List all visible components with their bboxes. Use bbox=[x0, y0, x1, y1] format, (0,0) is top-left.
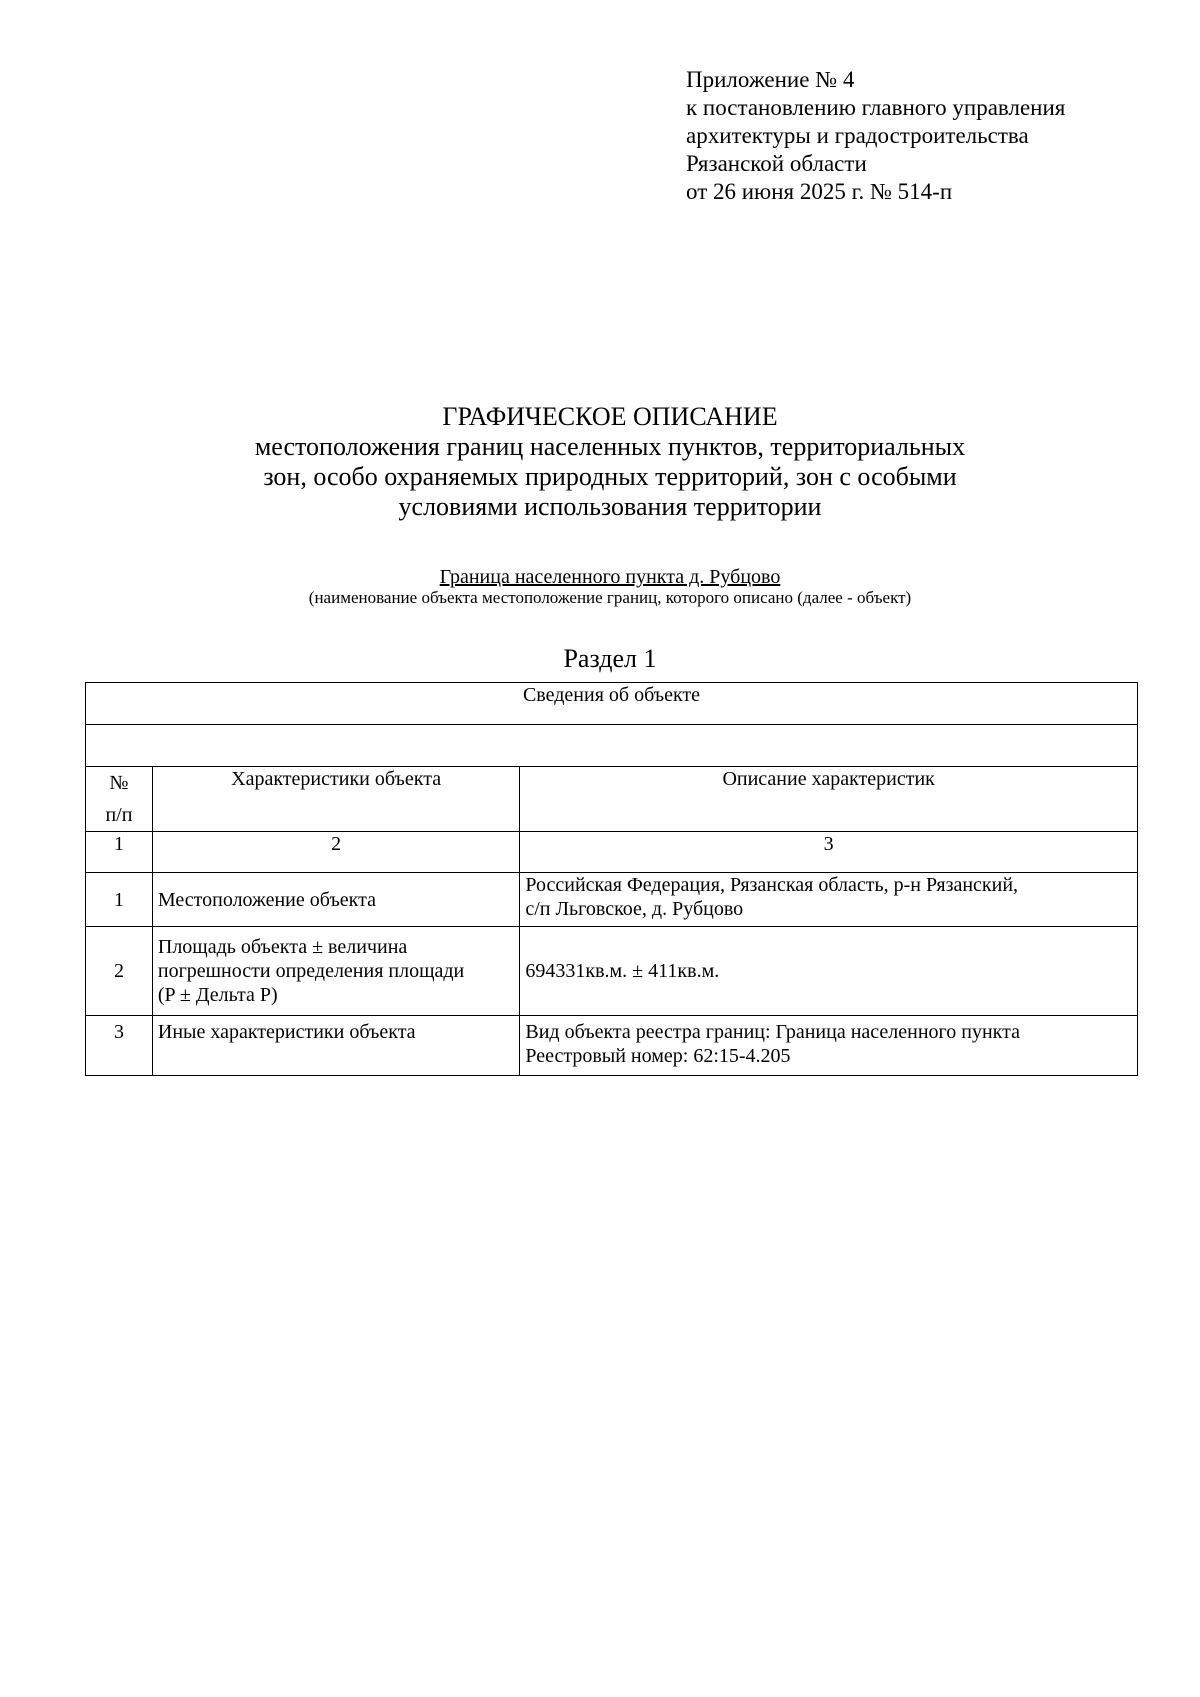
index-cell: 1 bbox=[86, 832, 153, 873]
header-num-line2: п/п bbox=[105, 804, 133, 826]
header-characteristics: Характеристики объекта bbox=[152, 767, 519, 832]
title-heading: ГРАФИЧЕСКОЕ ОПИСАНИЕ bbox=[442, 402, 778, 431]
characteristic-line: (P ± Дельта P) bbox=[157, 984, 278, 1006]
appendix-line: от 26 июня 2025 г. № 514-п bbox=[686, 179, 953, 204]
table-row bbox=[86, 1016, 1138, 1076]
row-description bbox=[520, 927, 1138, 1016]
appendix-line: Рязанской области bbox=[686, 151, 867, 176]
table-empty-cell bbox=[86, 725, 1138, 767]
row-characteristic bbox=[152, 927, 519, 1016]
table-caption-row bbox=[86, 683, 1138, 725]
index-cell: 2 bbox=[152, 832, 519, 873]
object-name-block bbox=[80, 566, 1140, 608]
row-characteristic bbox=[152, 873, 519, 927]
characteristic-line: Иные характеристики объекта bbox=[157, 1021, 416, 1043]
description-line: 694331кв.м. ± 411кв.м. bbox=[525, 960, 720, 982]
table-row bbox=[86, 873, 1138, 927]
row-num: 2 bbox=[86, 927, 153, 1016]
row-num: 3 bbox=[86, 1016, 153, 1076]
row-characteristic bbox=[152, 1016, 519, 1076]
characteristic-line: Местоположение объекта bbox=[157, 888, 376, 911]
header-description: Описание характеристик bbox=[520, 767, 1138, 832]
row-description bbox=[520, 873, 1138, 927]
title-line: зон, особо охраняемых природных территорий, зон с особыми bbox=[263, 462, 957, 491]
description-line: Российская Федерация, Рязанская область, р-н Рязанский, bbox=[525, 874, 1019, 896]
header-num-line1: № bbox=[109, 772, 129, 794]
header-num bbox=[86, 767, 153, 832]
table-caption: Сведения об объекте bbox=[86, 683, 1138, 725]
document-title bbox=[80, 402, 1140, 522]
appendix-block bbox=[686, 66, 1065, 206]
table-index-row bbox=[86, 832, 1138, 873]
object-name: Граница населенного пункта д. Рубцово bbox=[439, 566, 781, 588]
object-name-hint: (наименование объекта местоположение границ, которого описано (далее - объект) bbox=[308, 588, 912, 607]
description-line: Реестровый номер: 62:15-4.205 bbox=[525, 1045, 791, 1067]
object-info-table bbox=[85, 682, 1138, 1076]
section-title: Раздел 1 bbox=[563, 644, 657, 673]
table-header-row bbox=[86, 767, 1138, 832]
title-line: условиями использования территории bbox=[398, 492, 822, 521]
description-line: с/п Льговское, д. Рубцово bbox=[525, 898, 744, 920]
characteristic-line: погрешности определения площади bbox=[157, 960, 465, 982]
appendix-line: Приложение № 4 bbox=[686, 67, 855, 92]
title-line: местоположения границ населенных пунктов, территориальных bbox=[254, 432, 966, 461]
appendix-line: архитектуры и градостроительства bbox=[686, 123, 1029, 148]
table-row bbox=[86, 927, 1138, 1016]
appendix-line: к постановлению главного управления bbox=[686, 95, 1066, 120]
row-num: 1 bbox=[86, 873, 153, 927]
index-cell: 3 bbox=[520, 832, 1138, 873]
characteristic-line: Площадь объекта ± величина bbox=[157, 936, 408, 958]
row-description bbox=[520, 1016, 1138, 1076]
table-empty-row bbox=[86, 725, 1138, 767]
description-line: Вид объекта реестра границ: Граница населенного пункта bbox=[525, 1021, 1020, 1043]
